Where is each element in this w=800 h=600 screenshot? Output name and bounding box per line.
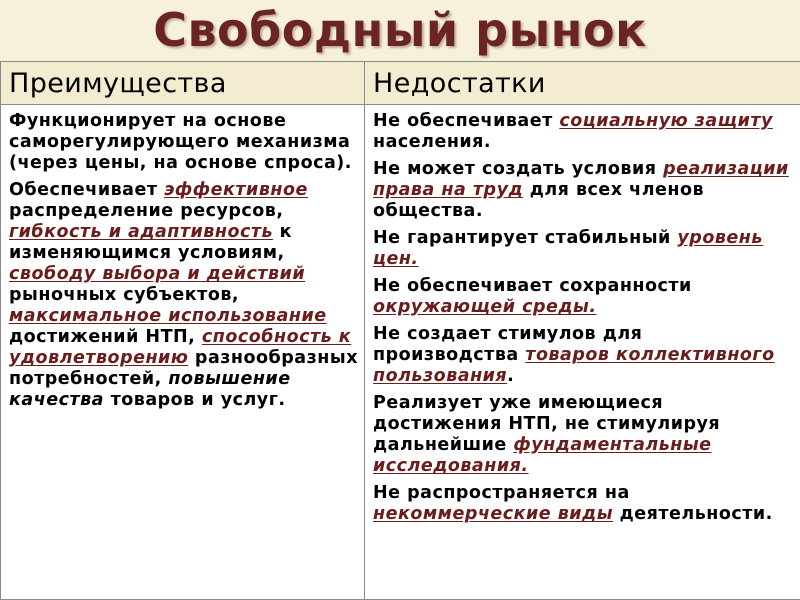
link-effective[interactable]: эффективное bbox=[164, 180, 308, 200]
header-row bbox=[1, 62, 800, 105]
column-header-disadvantages: Недостатки bbox=[365, 62, 800, 105]
link-freedom-of-choice[interactable]: свободу выбора и действий bbox=[9, 264, 306, 284]
link-non-commercial[interactable]: некоммерческие виды bbox=[373, 504, 614, 524]
disadvantage-6 bbox=[373, 393, 794, 477]
slide-title: Свободный рынок bbox=[153, 3, 647, 57]
column-header-advantages: Преимущества bbox=[1, 62, 365, 105]
disadvantage-2 bbox=[373, 159, 794, 222]
disadvantage-7 bbox=[373, 483, 794, 525]
link-social-protection[interactable]: социальную защиту bbox=[559, 111, 773, 131]
disadvantage-text: Не распространяется на bbox=[373, 483, 630, 503]
link-flexibility[interactable]: гибкость и адаптивность bbox=[9, 222, 274, 242]
disadvantage-4 bbox=[373, 276, 794, 318]
advantage-text: к изменяющимся условиям, bbox=[9, 222, 293, 263]
advantage-text: товаров и услуг. bbox=[103, 390, 286, 410]
advantage-text: разнообразных потребностей, bbox=[9, 348, 358, 389]
link-public-goods[interactable]: товаров коллективного пользования bbox=[373, 345, 775, 386]
disadvantage-text: . bbox=[507, 366, 515, 386]
link-environment[interactable]: окружающей среды. bbox=[373, 297, 597, 317]
advantages-cell bbox=[1, 105, 365, 600]
disadvantages-cell bbox=[365, 105, 800, 600]
content-row bbox=[1, 105, 800, 600]
link-ability-to-satisfy[interactable]: способность к удовлетворению bbox=[9, 327, 352, 368]
disadvantage-text: Реализует уже имеющиеся достижения НТП, не стимулируя дальнейшие bbox=[373, 393, 721, 455]
advantage-text: достижений НТП, bbox=[9, 327, 202, 347]
disadvantage-text: Не может создать условия bbox=[373, 159, 664, 179]
advantage-text: Обеспечивает bbox=[9, 180, 165, 200]
disadvantage-text: для всех членов общества. bbox=[373, 180, 705, 221]
disadvantage-text: Не создает стимулов для производства bbox=[373, 324, 643, 365]
disadvantage-1 bbox=[373, 111, 794, 153]
link-right-to-work[interactable]: реализации права на труд bbox=[373, 159, 789, 200]
advantage-paragraph-2 bbox=[9, 180, 358, 411]
disadvantage-5 bbox=[373, 324, 794, 387]
advantage-text: распределение ресурсов, bbox=[9, 201, 284, 221]
disadvantage-text: Не обеспечивает сохранности bbox=[373, 276, 692, 296]
comparison-table bbox=[0, 61, 800, 600]
italic-quality: повышение качества bbox=[9, 369, 291, 410]
link-maximal-use[interactable]: максимальное использование bbox=[9, 306, 327, 326]
disadvantage-text: населения. bbox=[373, 132, 492, 152]
disadvantage-3 bbox=[373, 228, 794, 270]
link-price-level[interactable]: уровень цен. bbox=[373, 228, 763, 269]
disadvantage-text: Не обеспечивает bbox=[373, 111, 560, 131]
link-fundamental-research[interactable]: фундаментальные исследования. bbox=[373, 435, 712, 476]
disadvantage-text: деятельности. bbox=[613, 504, 773, 524]
disadvantage-text: Не гарантирует стабильный bbox=[373, 228, 678, 248]
advantage-text: рыночных субъектов, bbox=[9, 285, 240, 305]
advantage-paragraph-1: Функционирует на основе саморегулирующего механизма (через цены, на основе спроса). bbox=[9, 111, 352, 173]
